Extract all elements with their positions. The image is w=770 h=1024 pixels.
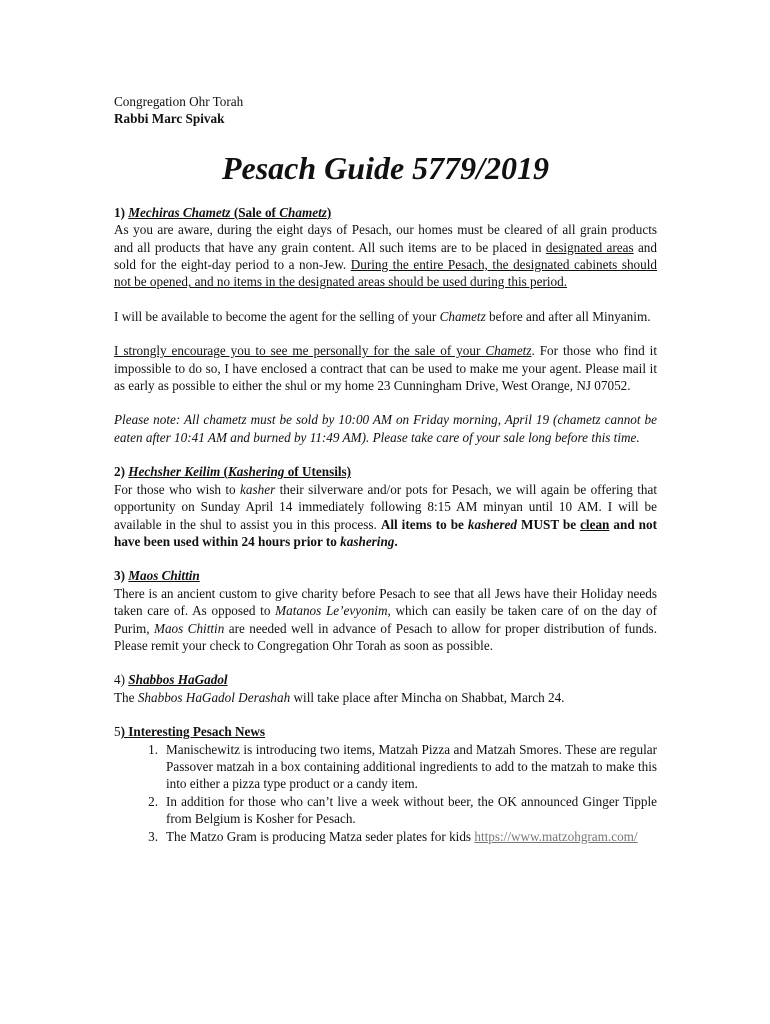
text-run: Chametz (439, 308, 486, 324)
text-run: kashering (340, 533, 395, 549)
text-run: Maos Chittin (153, 620, 225, 636)
list-item-text-with-link (166, 828, 657, 845)
text-run: During the entire Pesach, the designated cabinets should not be opened, and no items in the designated areas should be used during this period. (114, 257, 657, 290)
section-pesach-news (114, 723, 657, 845)
section-mechiras-chametz (114, 204, 657, 446)
heading-part: (Sale of (230, 204, 280, 220)
list-item (114, 793, 657, 828)
rabbi-name: Rabbi Marc Spivak (114, 111, 225, 127)
text-run: are needed well in advance of Pesach to allow for proper distribution of funds. Please remit your check to Congregation Ohr Torah as soon as possible. (114, 620, 657, 653)
list-item-text: In addition for those who can’t live a week without beer, the OK announced Ginger Tipple from Belgium is Kosher for Pesach. (166, 793, 657, 827)
heading-part: ( (220, 464, 228, 480)
section-number: 5 (114, 724, 121, 740)
list-item-text: Manischewitz is introducing two items, Matzah Pizza and Matzah Smores. These are regular Passover matzah in a box containing additional ingredients to add to the matzah to make this into either a pizza type product or a candy item. (166, 741, 657, 792)
section-number: 2) (114, 464, 129, 480)
section-2-heading (114, 463, 657, 480)
text-run: MUST be (517, 516, 581, 532)
heading-part: ) (326, 204, 332, 220)
heading-part: Shabbos HaGadol (128, 672, 228, 688)
text-run: I strongly encourage you to see me personally for the sale of your (114, 343, 486, 359)
section-1-paragraph-2 (114, 308, 657, 325)
heading-part: ) Interesting Pesach News (120, 724, 266, 740)
text-run: before and after all Minyanim. (485, 308, 651, 324)
text-run: I will be available to become the agent for the selling of your (114, 308, 440, 324)
document-title: Pesach Guide 5779/2019 (221, 149, 550, 186)
section-4-paragraph (114, 689, 657, 706)
section-1-paragraph-3 (114, 342, 657, 394)
section-shabbos-hagadol (114, 671, 657, 706)
list-item (114, 828, 657, 845)
text-run: All items to be (380, 516, 468, 532)
text-run: their silverware and/or pots for Pesach, we will again be offering that opportunity on Sunday April 14 immediately following 8:15 AM minyan until 10 AM. I will be available in the shul to assist you in this process. (114, 481, 657, 532)
heading-part: Chametz (279, 204, 327, 220)
text-run: As you are aware, during the eight days of Pesach, our homes must be cleared of all grain products and all products that have any grain content. All such items are to be placed in (114, 222, 657, 255)
letterhead (114, 93, 657, 128)
section-number: 4) (114, 672, 129, 688)
section-2-paragraph (114, 481, 657, 551)
text-run: Shabbos HaGadol Derashah (137, 689, 291, 705)
text-run: and sold for the eight-day period to a non-Jew. (114, 239, 657, 273)
heading-part: Hechsher Keilim (128, 464, 221, 480)
text-run: . For those who find it impossible to do so, I have enclosed a contract that can be used to make me your agent. Please mail it as early as possible to either the shul or my home 23 Cunningham Drive, West Orange, NJ 07052. (114, 343, 657, 394)
list-item-number: 3. (148, 828, 158, 844)
text-run: There is an ancient custom to give charity before Pesach to see that all Jews have their Holiday needs taken care of. As opposed to (114, 585, 657, 619)
section-number: 3) (114, 568, 129, 584)
section-1-heading (114, 204, 657, 221)
list-item-number: 2. (148, 793, 158, 809)
text-run: will take place after Mincha on Shabbat, March 24. (290, 689, 565, 705)
text-run: clean (580, 516, 610, 532)
section-1-paragraph-1 (114, 221, 657, 291)
section-number: 1) (114, 204, 129, 220)
heading-part: of Utensils) (284, 464, 352, 480)
text-run: . (394, 533, 398, 549)
congregation-name: Congregation Ohr Torah (114, 94, 244, 109)
text-run: Matanos Le’evyonim (275, 603, 388, 619)
heading-part: Mechiras Chametz (128, 204, 231, 220)
matzohgram-link[interactable]: https://www.matzohgram.com/ (474, 828, 638, 844)
list-item-number: 1. (148, 741, 158, 757)
text-run: designated areas (545, 239, 634, 255)
heading-part: Kashering (227, 464, 285, 480)
list-item (114, 741, 657, 793)
section-4-heading (114, 671, 657, 688)
section-3-paragraph (114, 585, 657, 655)
text-run: For those who wish to (114, 481, 241, 497)
text-run: , which can easily be taken care of on the day of Purim, (114, 603, 657, 636)
section-3-heading (114, 567, 657, 584)
text-run: The (114, 689, 138, 705)
text-run: Chametz (485, 343, 532, 359)
document-page (114, 93, 657, 845)
section-hechsher-keilim (114, 463, 657, 550)
text-run: and not have been used within 24 hours prior to (114, 516, 657, 549)
heading-part: Maos Chittin (128, 568, 200, 584)
text-run: kashered (467, 516, 517, 532)
section-5-heading (114, 723, 657, 740)
section-maos-chittin (114, 567, 657, 654)
news-list (114, 741, 657, 845)
section-1-note: Please note: All chametz must be sold by 10:00 AM on Friday morning, April 19 (chametz cannot be eaten after 10:41 AM and burned by 11:49 AM). Please take care of your sale long before this time. (114, 412, 657, 445)
text-run: kasher (240, 481, 276, 497)
list-item-text: The Matzo Gram is producing Matza seder plates for kids (166, 828, 475, 844)
